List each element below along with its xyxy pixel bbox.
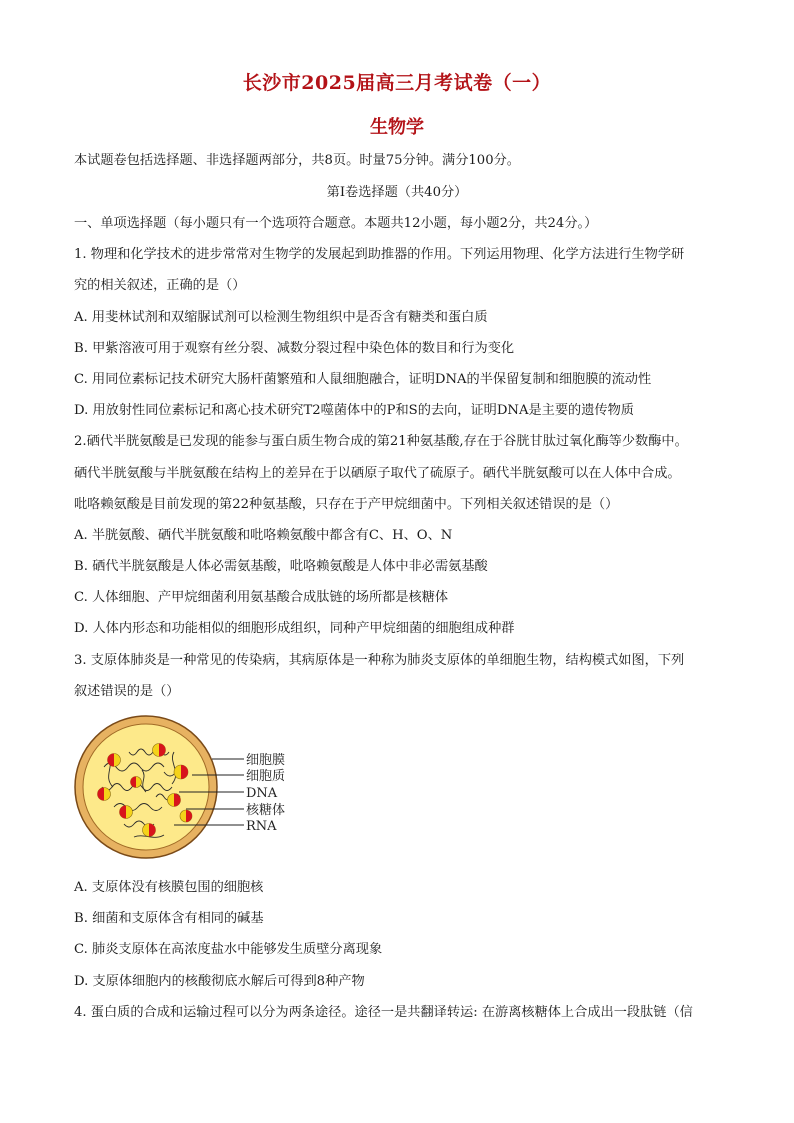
part-title: 一、单项选择题（每小题只有一个选项符合题意。本题共12小题，每小题2分，共24分。）	[74, 216, 598, 231]
q4-stem: 4. 蛋白质的合成和运输过程可以分为两条途径。途径一是共翻译转运: 在游离核糖体上合成出一段肽链（信	[74, 1005, 693, 1020]
q3-option-d: D. 支原体细胞内的核酸彻底水解后可得到8种产物	[74, 974, 365, 989]
section-title: 第Ⅰ卷选择题（共40分）	[326, 185, 468, 200]
q1-stem-cont: 究的相关叙述，正确的是（）	[74, 278, 246, 293]
q1-option-a: A. 用斐林试剂和双缩脲试剂可以检测生物组织中是否含有糖类和蛋白质	[74, 310, 488, 325]
q1-option-c: C. 用同位素标记技术研究大肠杆菌繁殖和人鼠细胞融合，证明DNA的半保留复制和细胞膜的流动性	[74, 372, 652, 387]
q3-option-b: B. 细菌和支原体含有相同的碱基	[74, 911, 264, 926]
intro-text: 本试题卷包括选择题、非选择题两部分，共8页。时量75分钟。满分100分。	[74, 153, 520, 168]
figure-label-membrane: 细胞膜	[246, 753, 286, 768]
q1-stem: 1. 物理和化学技术的进步常常对生物学的发展起到助推器的作用。下列运用物理、化学方法进行生物学研	[74, 247, 685, 262]
q2-option-d: D. 人体内形态和功能相似的细胞形成组织，同种产甲烷细菌的细胞组成种群	[74, 621, 515, 636]
q2-option-a: A. 半胱氨酸、硒代半胱氨酸和吡咯赖氨酸中都含有C、H、O、N	[74, 528, 453, 543]
figure-label-dna: DNA	[246, 786, 278, 801]
q2-stem-cont: 硒代半胱氨酸与半胱氨酸在结构上的差异在于以硒原子取代了硫原子。硒代半胱氨酸可以在人体中合成。	[74, 466, 681, 481]
q1-option-d: D. 用放射性同位素标记和离心技术研究T2噬菌体中的P和S的去向，证明DNA是主要的遗传物质	[74, 403, 634, 418]
figure-label-cytoplasm: 细胞质	[246, 769, 286, 784]
q3-stem: 3. 支原体肺炎是一种常见的传染病，其病原体是一种称为肺炎支原体的单细胞生物，结构模式如图，下列	[74, 653, 685, 668]
mycoplasma-diagram	[74, 712, 304, 862]
q3-option-a: A. 支原体没有核膜包围的细胞核	[74, 880, 264, 895]
exam-title: 长沙市2025届高三月考试卷（一）	[242, 72, 552, 94]
q3-stem-cont: 叙述错误的是（）	[74, 684, 180, 699]
q1-option-b: B. 甲紫溶液可用于观察有丝分裂、减数分裂过程中染色体的数目和行为变化	[74, 341, 515, 356]
subject-title: 生物学	[370, 117, 424, 138]
q2-option-c: C. 人体细胞、产甲烷细菌利用氨基酸合成肽链的场所都是核糖体	[74, 590, 449, 605]
q2-option-b: B. 硒代半胱氨酸是人体必需氨基酸，吡咯赖氨酸是人体中非必需氨基酸	[74, 559, 488, 574]
q2-stem: 2.硒代半胱氨酸是已发现的能参与蛋白质生物合成的第21种氨基酸,存在于谷胱甘肽过氧化酶等少数酶中。	[74, 434, 688, 449]
q2-stem-cont2: 吡咯赖氨酸是目前发现的第22种氨基酸，只存在于产甲烷细菌中。下列相关叙述错误的是（）	[74, 497, 619, 512]
mycoplasma-structure-figure	[74, 712, 304, 862]
q3-option-c: C. 肺炎支原体在高浓度盐水中能够发生质壁分离现象	[74, 942, 383, 957]
figure-label-rna: RNA	[246, 819, 277, 834]
figure-label-ribosome: 核糖体	[246, 803, 286, 818]
